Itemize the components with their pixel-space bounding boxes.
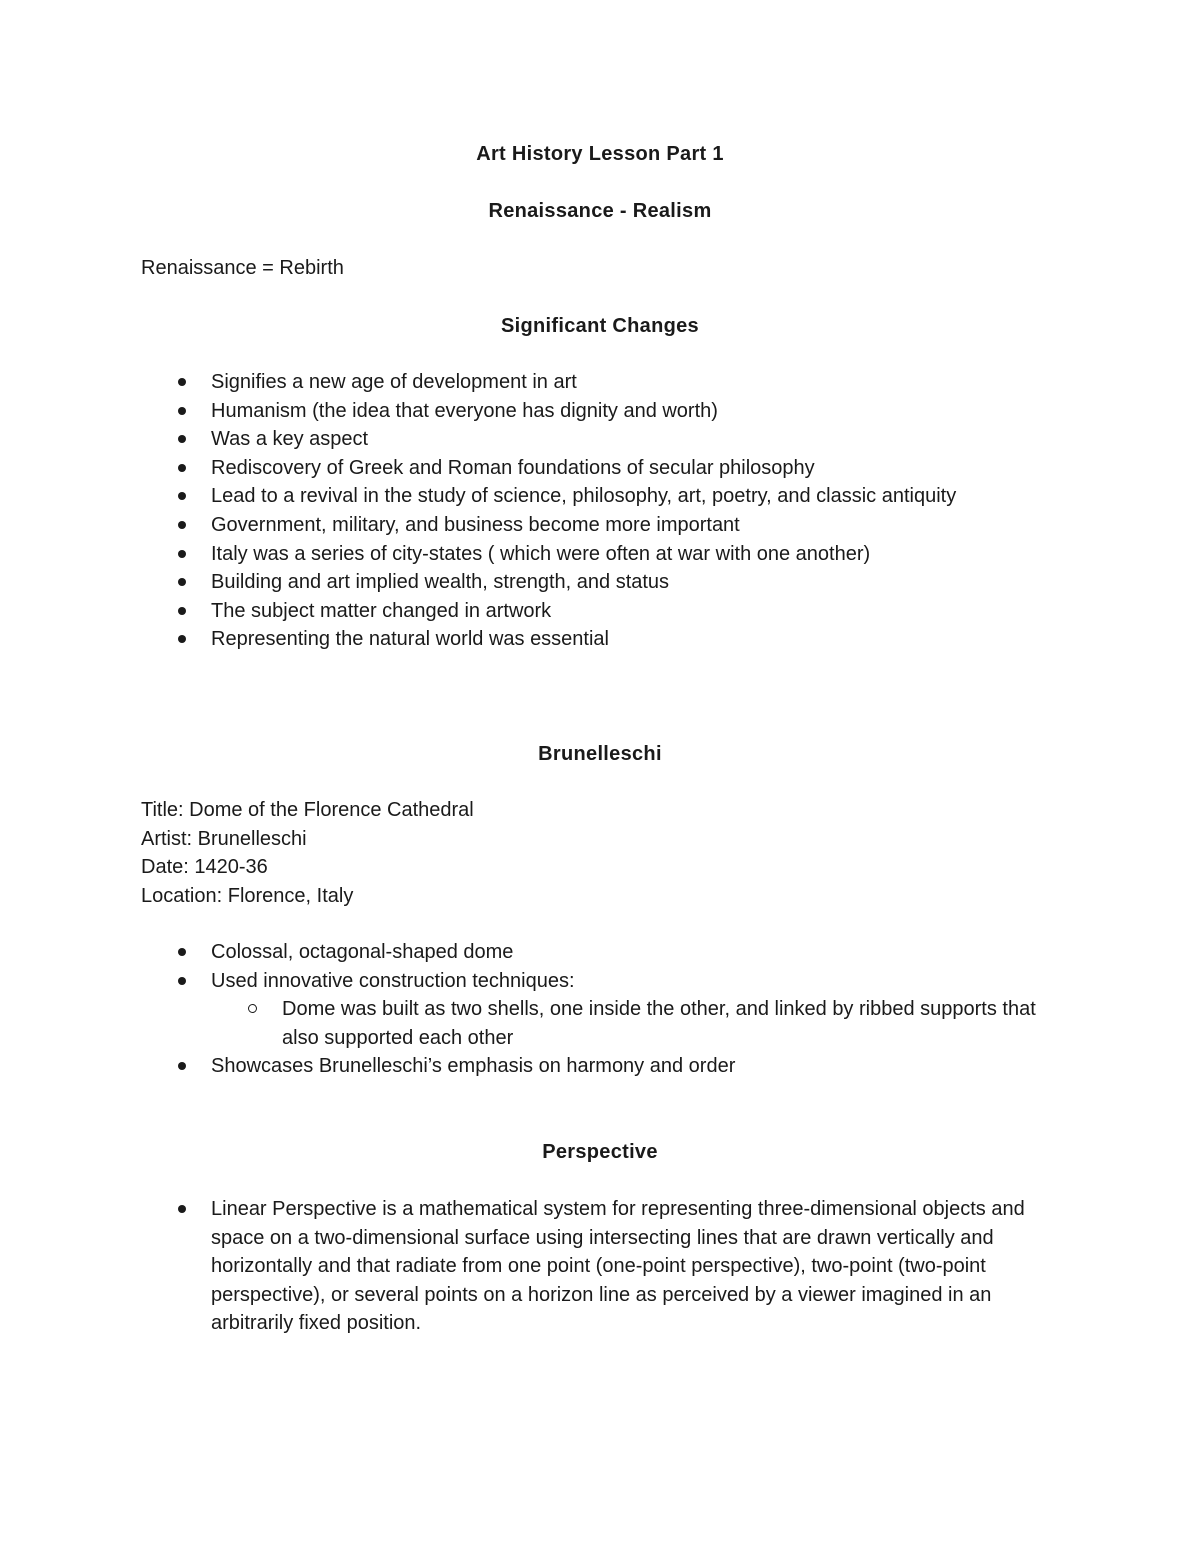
list-item [141,397,1071,426]
section-heading-perspective: Perspective [542,1141,658,1163]
artwork-date-line: Date: 1420-36 [141,856,268,878]
bullet-icon [178,435,186,443]
list-item-text: Signifies a new age of development in art [211,371,577,393]
list-item [141,540,1071,569]
list-item [141,938,1071,967]
list-item [141,1052,1071,1081]
bullet-icon [178,378,186,386]
list-item [141,1195,1071,1338]
bullet-icon [178,550,186,558]
list-item-text: Building and art implied wealth, strength, and status [211,571,670,594]
list-item-text: Showcases Brunelleschi’s emphasis on harmony and order [211,1055,736,1078]
list-item [141,597,1071,626]
brunelleschi-list [141,938,1071,1081]
bullet-icon [178,607,186,615]
list-item-text: Used innovative construction techniques: [211,969,575,992]
sub-list-item [141,995,1071,1052]
list-item-text: Colossal, octagonal-shaped dome [211,941,514,963]
bullet-icon [178,1205,186,1213]
list-item [141,967,1071,996]
bullet-icon [178,635,186,643]
list-item [141,625,1071,654]
bullet-icon [178,492,186,500]
section-heading-significant-changes: Significant Changes [501,315,699,337]
artwork-location-line: Location: Florence, Italy [141,885,354,907]
bullet-icon [178,464,186,472]
document-subtitle: Renaissance - Realism [488,200,712,222]
list-item-text: Government, military, and business become more important [211,513,740,536]
list-item [141,482,1071,511]
list-item-text: Rediscovery of Greek and Roman foundations of secular philosophy [211,456,815,479]
section-heading-brunelleschi: Brunelleschi [538,743,662,765]
artwork-artist-line: Artist: Brunelleschi [141,828,307,850]
bullet-icon [178,407,186,415]
list-item-text: Humanism (the idea that everyone has dignity and worth) [211,399,718,422]
perspective-list [141,1195,1071,1338]
list-item-text: Italy was a series of city-states ( which were often at war with one another) [211,542,871,565]
list-item [141,511,1071,540]
list-item-text: The subject matter changed in artwork [211,599,552,622]
bullet-icon [178,578,186,586]
definition-line: Renaissance = Rebirth [141,257,344,279]
list-item-text: Linear Perspective is a mathematical system for representing three-dimensional objects and space on a two-dimensional surface using intersecting lines that are drawn vertically and horizontally and that radiate from one point (one-point perspective), two-point (two-point perspective), or several points on a horizon line as perceived by a viewer imagined in an arbitrarily fixed position. [211,1198,1025,1335]
list-item-text: Representing the natural world was essential [211,628,609,651]
list-item-text: Was a key aspect [211,428,369,451]
list-item-text: Dome was built as two shells, one inside the other, and linked by ribbed supports that also supported each other [282,998,1036,1049]
hollow-bullet-icon [248,1004,257,1013]
document-title: Art History Lesson Part 1 [476,143,724,165]
bullet-icon [178,977,186,985]
list-item [141,568,1071,597]
bullet-icon [178,521,186,529]
list-item-text: Lead to a revival in the study of science, philosophy, art, poetry, and classic antiquity [211,485,957,508]
list-item [141,454,1071,483]
bullet-icon [178,948,186,956]
list-item [141,368,1071,397]
bullet-icon [178,1062,186,1070]
list-item [141,425,1071,454]
significant-changes-list [141,368,1071,654]
artwork-title-line: Title: Dome of the Florence Cathedral [141,799,474,821]
